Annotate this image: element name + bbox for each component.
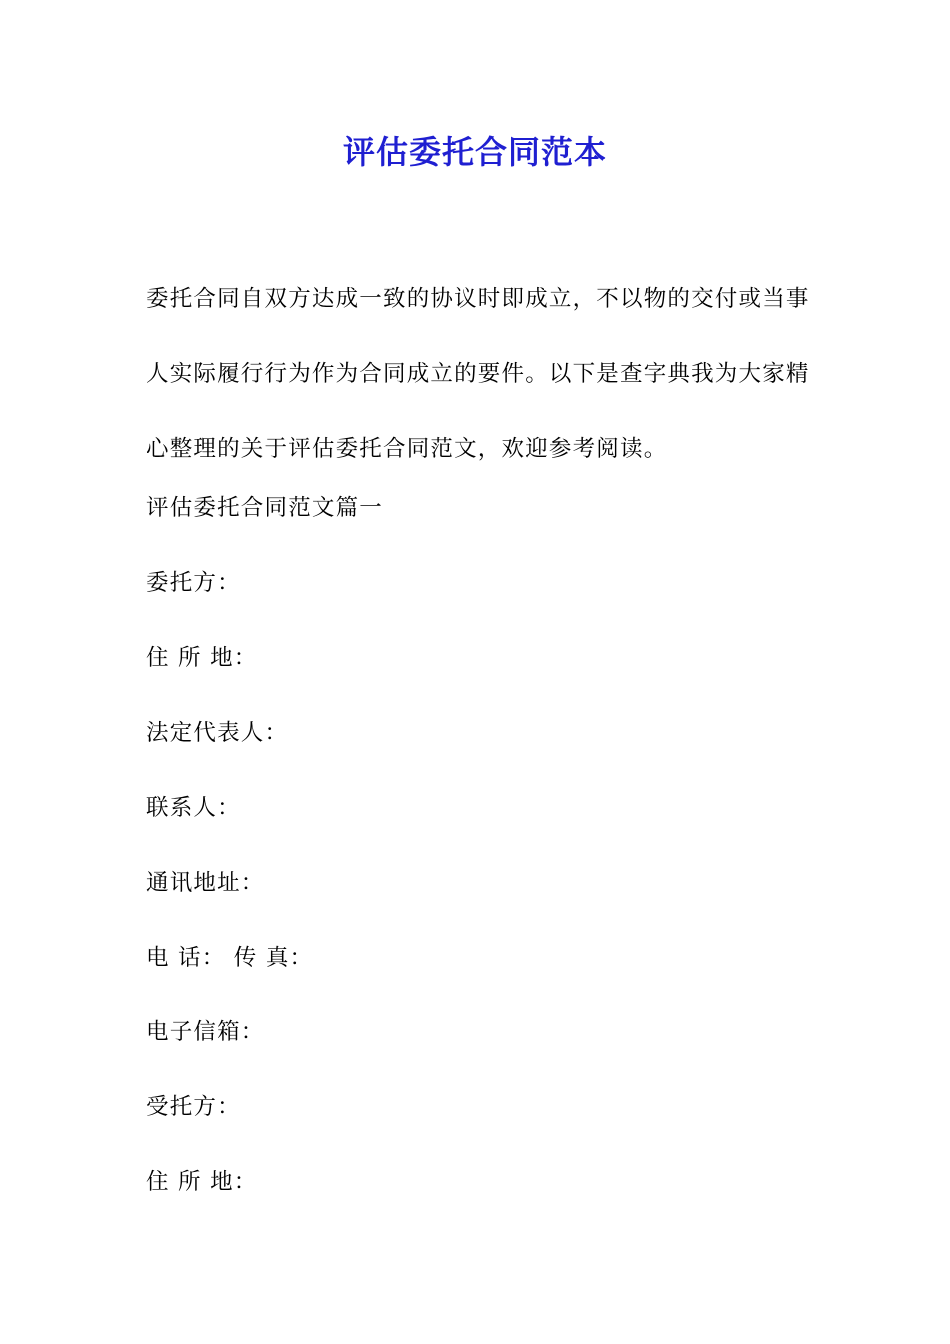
section-heading: 评估委托合同范文篇一 xyxy=(146,495,384,521)
mailing-address-label: 通讯地址： xyxy=(146,870,265,896)
intro-paragraph: 委托合同自双方达成一致的协议时即成立，不以物的交付或当事人实际履行行为作为合同成立的要件。以下是查字典我为大家精心整理的关于评估委托合同范文，欢迎参考阅读。 xyxy=(146,286,810,462)
trustee-address-label: 住 所 地： xyxy=(146,1169,258,1195)
client-label: 委托方： xyxy=(146,570,241,596)
phone-fax-label: 电 话： 传 真： xyxy=(146,945,314,971)
email-label: 电子信箱： xyxy=(146,1019,265,1045)
legal-representative-label: 法定代表人： xyxy=(146,720,289,746)
document-title: 评估委托合同范本 xyxy=(342,133,607,171)
client-address-label: 住 所 地： xyxy=(146,645,258,671)
contact-person-label: 联系人： xyxy=(146,795,241,821)
trustee-label: 受托方： xyxy=(146,1094,241,1120)
